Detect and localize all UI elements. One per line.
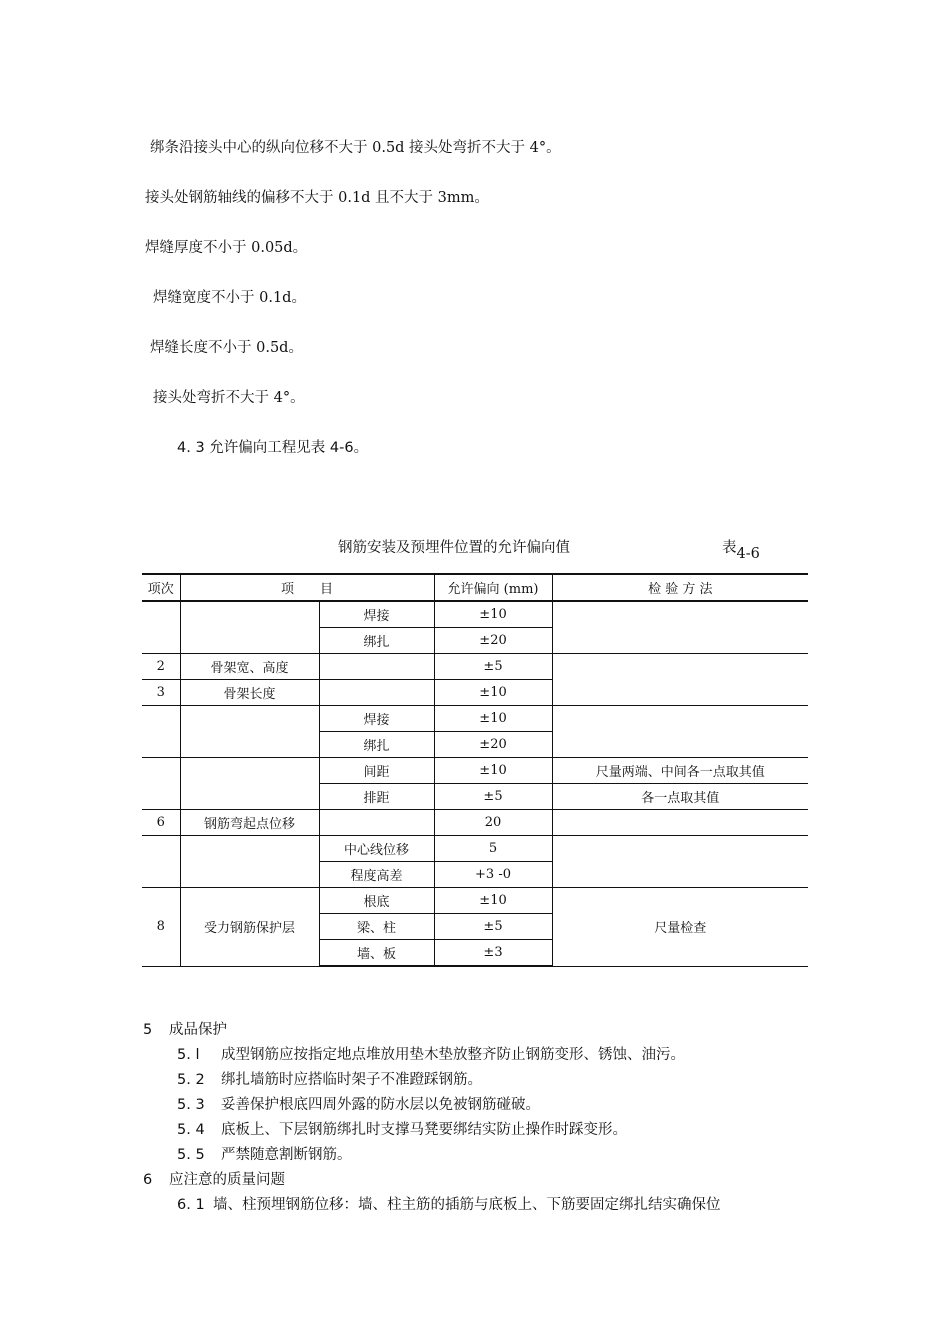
- section-5-title: 成品保护: [169, 1022, 227, 1038]
- section-5-heading: [143, 1018, 227, 1039]
- list-item: [177, 1068, 482, 1089]
- header-item: 项 目: [180, 574, 434, 601]
- cell-sub: 墙、板: [319, 940, 434, 967]
- table-label-num: 4-6: [736, 546, 760, 562]
- cell-method: 各一点取其值: [552, 784, 808, 810]
- cell-sub: 根底: [319, 888, 434, 914]
- cell-tol: ±10: [434, 601, 552, 628]
- cell-tol: ±20: [434, 628, 552, 654]
- cell-no: 6: [142, 810, 180, 836]
- paragraph-1: 绑条沿接头中心的纵向位移不大于 0.5d 接头处弯折不大于 4°。: [150, 140, 561, 156]
- cell-method: [552, 836, 808, 888]
- cell-tol: ±10: [434, 706, 552, 732]
- cell-tol: ±10: [434, 758, 552, 784]
- cell-sub: 绑扎: [319, 628, 434, 654]
- list-item-text: 妥善保护根底四周外露的防水层以免被钢筋碰破。: [221, 1097, 540, 1113]
- cell-sub: [319, 810, 434, 836]
- cell-tol: ±5: [434, 654, 552, 680]
- cell-sub: 焊接: [319, 601, 434, 628]
- list-item: [177, 1093, 540, 1114]
- cell-tol: +3 -0: [434, 862, 552, 888]
- list-item-number: 5. 4: [177, 1122, 205, 1138]
- cell-method: [552, 601, 808, 654]
- list-item-number: 6. 1: [177, 1197, 205, 1213]
- cell-no: [142, 836, 180, 888]
- cell-tol: ±10: [434, 888, 552, 914]
- table-row: [142, 758, 808, 784]
- cell-item: 钢筋弯起点位移: [180, 810, 319, 836]
- cell-no: 8: [142, 888, 180, 967]
- list-item-number: 5. l: [177, 1047, 200, 1063]
- cell-no: [142, 706, 180, 758]
- cell-no: [142, 601, 180, 654]
- paragraph-2: 接头处钢筋轴线的偏移不大于 0.1d 且不大于 3mm。: [145, 190, 489, 206]
- cell-no: [142, 758, 180, 810]
- cell-item: [180, 601, 319, 654]
- cell-sub: 中心线位移: [319, 836, 434, 862]
- cell-tol: ±5: [434, 784, 552, 810]
- list-item-text: 绑扎墙筋时应搭临时架子不准蹬踩钢筋。: [221, 1072, 482, 1088]
- cell-method: [552, 706, 808, 758]
- cell-item: [180, 836, 319, 888]
- section-6-number: 6: [143, 1172, 153, 1188]
- cell-sub: 焊接: [319, 706, 434, 732]
- list-item-text: 墙、柱预埋钢筋位移：墙、柱主筋的插筋与底板上、下筋要固定绑扎结实确保位: [213, 1197, 721, 1213]
- cell-method: [552, 654, 808, 706]
- deviation-table: [142, 573, 808, 967]
- table-header-row: [142, 574, 808, 601]
- list-item-text: 严禁随意割断钢筋。: [221, 1147, 352, 1163]
- cell-sub: 排距: [319, 784, 434, 810]
- cell-no: 3: [142, 680, 180, 706]
- cell-item: 骨架宽、高度: [180, 654, 319, 680]
- cell-sub: 程度高差: [319, 862, 434, 888]
- list-item-number: 5. 3: [177, 1097, 205, 1113]
- cell-sub: [319, 680, 434, 706]
- section-6-title: 应注意的质量问题: [169, 1172, 285, 1188]
- cell-sub: [319, 654, 434, 680]
- header-no: 项次: [142, 574, 180, 601]
- list-item-number: 5. 2: [177, 1072, 205, 1088]
- cell-tol: 20: [434, 810, 552, 836]
- header-tolerance: 允许偏向 (mm): [434, 574, 552, 601]
- list-item: [177, 1043, 685, 1064]
- cell-item: 骨架长度: [180, 680, 319, 706]
- list-item-number: 5. 5: [177, 1147, 205, 1163]
- list-item-text: 底板上、下层钢筋绑扎时支撑马凳要绑结实防止操作时踩变形。: [221, 1122, 627, 1138]
- list-item: [177, 1118, 627, 1139]
- paragraph-3: 焊缝厚度不小于 0.05d。: [145, 240, 308, 256]
- list-item: [177, 1193, 721, 1214]
- paragraph-6: 接头处弯折不大于 4°。: [153, 390, 305, 406]
- cell-item: [180, 758, 319, 810]
- table-label: [722, 536, 760, 562]
- cell-tol: ±3: [434, 940, 552, 967]
- cell-tol: ±10: [434, 680, 552, 706]
- cell-no: 2: [142, 654, 180, 680]
- table-row: [142, 836, 808, 862]
- cell-item: 受力钢筋保护层: [180, 888, 319, 967]
- cell-sub: 绑扎: [319, 732, 434, 758]
- paragraph-4: 焊缝宽度不小于 0.1d。: [153, 290, 306, 306]
- paragraph-5: 焊缝长度不小于 0.5d。: [150, 340, 303, 356]
- table-row: [142, 810, 808, 836]
- table-row: [142, 888, 808, 914]
- cell-tol: 5: [434, 836, 552, 862]
- header-method: 检 验 方 法: [552, 574, 808, 601]
- table-label-prefix: 表: [722, 540, 737, 556]
- cell-method: 尺量两端、中间各一点取其值: [552, 758, 808, 784]
- paragraph-7: 4. 3 允许偏向工程见表 4-6。: [177, 440, 369, 456]
- table-row: [142, 706, 808, 732]
- cell-tol: ±20: [434, 732, 552, 758]
- list-item: [177, 1143, 352, 1164]
- section-5-number: 5: [143, 1022, 153, 1038]
- cell-item: [180, 706, 319, 758]
- cell-method: [552, 810, 808, 836]
- table-caption: 钢筋安装及预埋件位置的允许偏向值: [338, 540, 570, 556]
- table-row: [142, 601, 808, 628]
- table-row: [142, 654, 808, 680]
- cell-sub: 梁、柱: [319, 914, 434, 940]
- cell-method: 尺量检查: [552, 888, 808, 967]
- section-6-heading: [143, 1168, 285, 1189]
- list-item-text: 成型钢筋应按指定地点堆放用垫木垫放整齐防止钢筋变形、锈蚀、油污。: [221, 1047, 685, 1063]
- cell-sub: 间距: [319, 758, 434, 784]
- cell-tol: ±5: [434, 914, 552, 940]
